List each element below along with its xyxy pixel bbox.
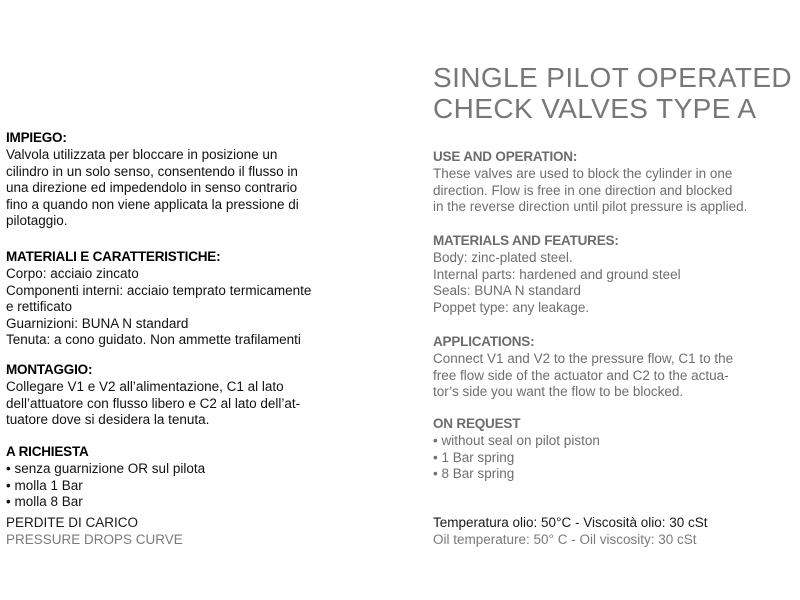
- list-item: • without seal on pilot piston: [433, 433, 793, 450]
- impiego-line: cilindro in un solo senso, consentendo il flusso in: [6, 163, 298, 179]
- on-request-list: [433, 433, 793, 483]
- impiego-section: [6, 130, 336, 230]
- list-item: • 1 Bar spring: [433, 450, 793, 467]
- montaggio-line: Collegare V1 e V2 all’alimentazione, C1 al lato: [6, 379, 284, 394]
- materiali-section: [6, 249, 336, 349]
- use-heading: USE AND OPERATION:: [433, 149, 578, 164]
- temperature-english: Oil temperature: 50° C - Oil viscosity: 30 cSt: [433, 532, 697, 547]
- materials-line: Poppet type: any leakage.: [433, 299, 590, 315]
- montaggio-section: [6, 362, 336, 429]
- title-line-2: CHECK VALVES TYPE A: [433, 93, 757, 124]
- impiego-line: una direzione ed impedendolo in senso contrario: [6, 180, 298, 195]
- applications-line: Connect V1 and V2 to the pressure flow, C1 to the: [433, 351, 734, 366]
- temperature-section: [433, 514, 793, 548]
- list-item: • molla 1 Bar: [6, 478, 336, 495]
- temperature-italian: Temperatura olio: 50°C - Viscosità olio: 30 cSt: [433, 515, 708, 530]
- list-item: • molla 8 Bar: [6, 494, 336, 511]
- materials-line: Seals: BUNA N standard: [433, 283, 581, 298]
- materials-line: Internal parts: hardened and ground steel: [433, 266, 681, 282]
- impiego-heading: IMPIEGO:: [6, 130, 67, 145]
- materiali-line: e rettificato: [6, 299, 73, 314]
- applications-line: free flow side of the actuator and C2 to the actua-: [433, 367, 729, 383]
- montaggio-heading: MONTAGGIO:: [6, 362, 93, 377]
- list-item: • 8 Bar spring: [433, 466, 793, 483]
- richiesta-section: [6, 444, 336, 511]
- richiesta-list: [6, 461, 336, 511]
- montaggio-text: [6, 379, 336, 429]
- use-line: These valves are used to block the cylinder in one: [433, 166, 733, 181]
- applications-heading: APPLICATIONS:: [433, 334, 535, 349]
- applications-line: tor’s side you want the flow to be blocked.: [433, 384, 684, 399]
- materiali-heading: MATERIALI E CARATTERISTICHE:: [6, 249, 221, 264]
- materials-line: Body: zinc-plated steel.: [433, 250, 573, 265]
- impiego-line: Valvola utilizzata per bloccare in posizione un: [6, 147, 278, 162]
- perdite-label: PERDITE DI CARICO: [6, 515, 139, 530]
- pressure-drops-label: PRESSURE DROPS CURVE: [6, 532, 183, 547]
- montaggio-line: tuatore dove si desidera la tenuta.: [6, 412, 210, 427]
- on-request-heading: ON REQUEST: [433, 416, 521, 431]
- on-request-section: [433, 416, 793, 483]
- impiego-line: pilotaggio.: [6, 213, 68, 228]
- perdite-section: [6, 514, 336, 548]
- materials-heading: MATERIALS AND FEATURES:: [433, 233, 619, 248]
- impiego-text: [6, 147, 336, 230]
- use-line: direction. Flow is free in one direction and blocked: [433, 182, 733, 198]
- list-item: • senza guarnizione OR sul pilota: [6, 461, 336, 478]
- materiali-line: Tenuta: a cono guidato. Non ammette trafilamenti: [6, 332, 301, 347]
- use-section: [433, 149, 793, 216]
- montaggio-line: dell’attuatore con flusso libero e C2 al lato dell’at-: [6, 395, 301, 411]
- applications-section: [433, 334, 793, 401]
- materiali-line: Guarnizioni: BUNA N standard: [6, 315, 189, 331]
- materiali-text: [6, 266, 336, 349]
- applications-text: [433, 351, 793, 401]
- use-text: [433, 166, 793, 216]
- materiali-line: Componenti interni: acciaio temprato termicamente: [6, 282, 312, 298]
- use-line: in the reverse direction until pilot pressure is applied.: [433, 199, 748, 214]
- impiego-line: fino a quando non viene applicata la pressione di: [6, 196, 299, 212]
- materiali-line: Corpo: acciaio zincato: [6, 266, 139, 281]
- richiesta-heading: A RICHIESTA: [6, 444, 89, 459]
- materials-text: [433, 250, 793, 316]
- title-line-1: SINGLE PILOT OPERATED: [433, 62, 793, 93]
- page-title: [433, 62, 792, 124]
- materials-section: [433, 233, 793, 316]
